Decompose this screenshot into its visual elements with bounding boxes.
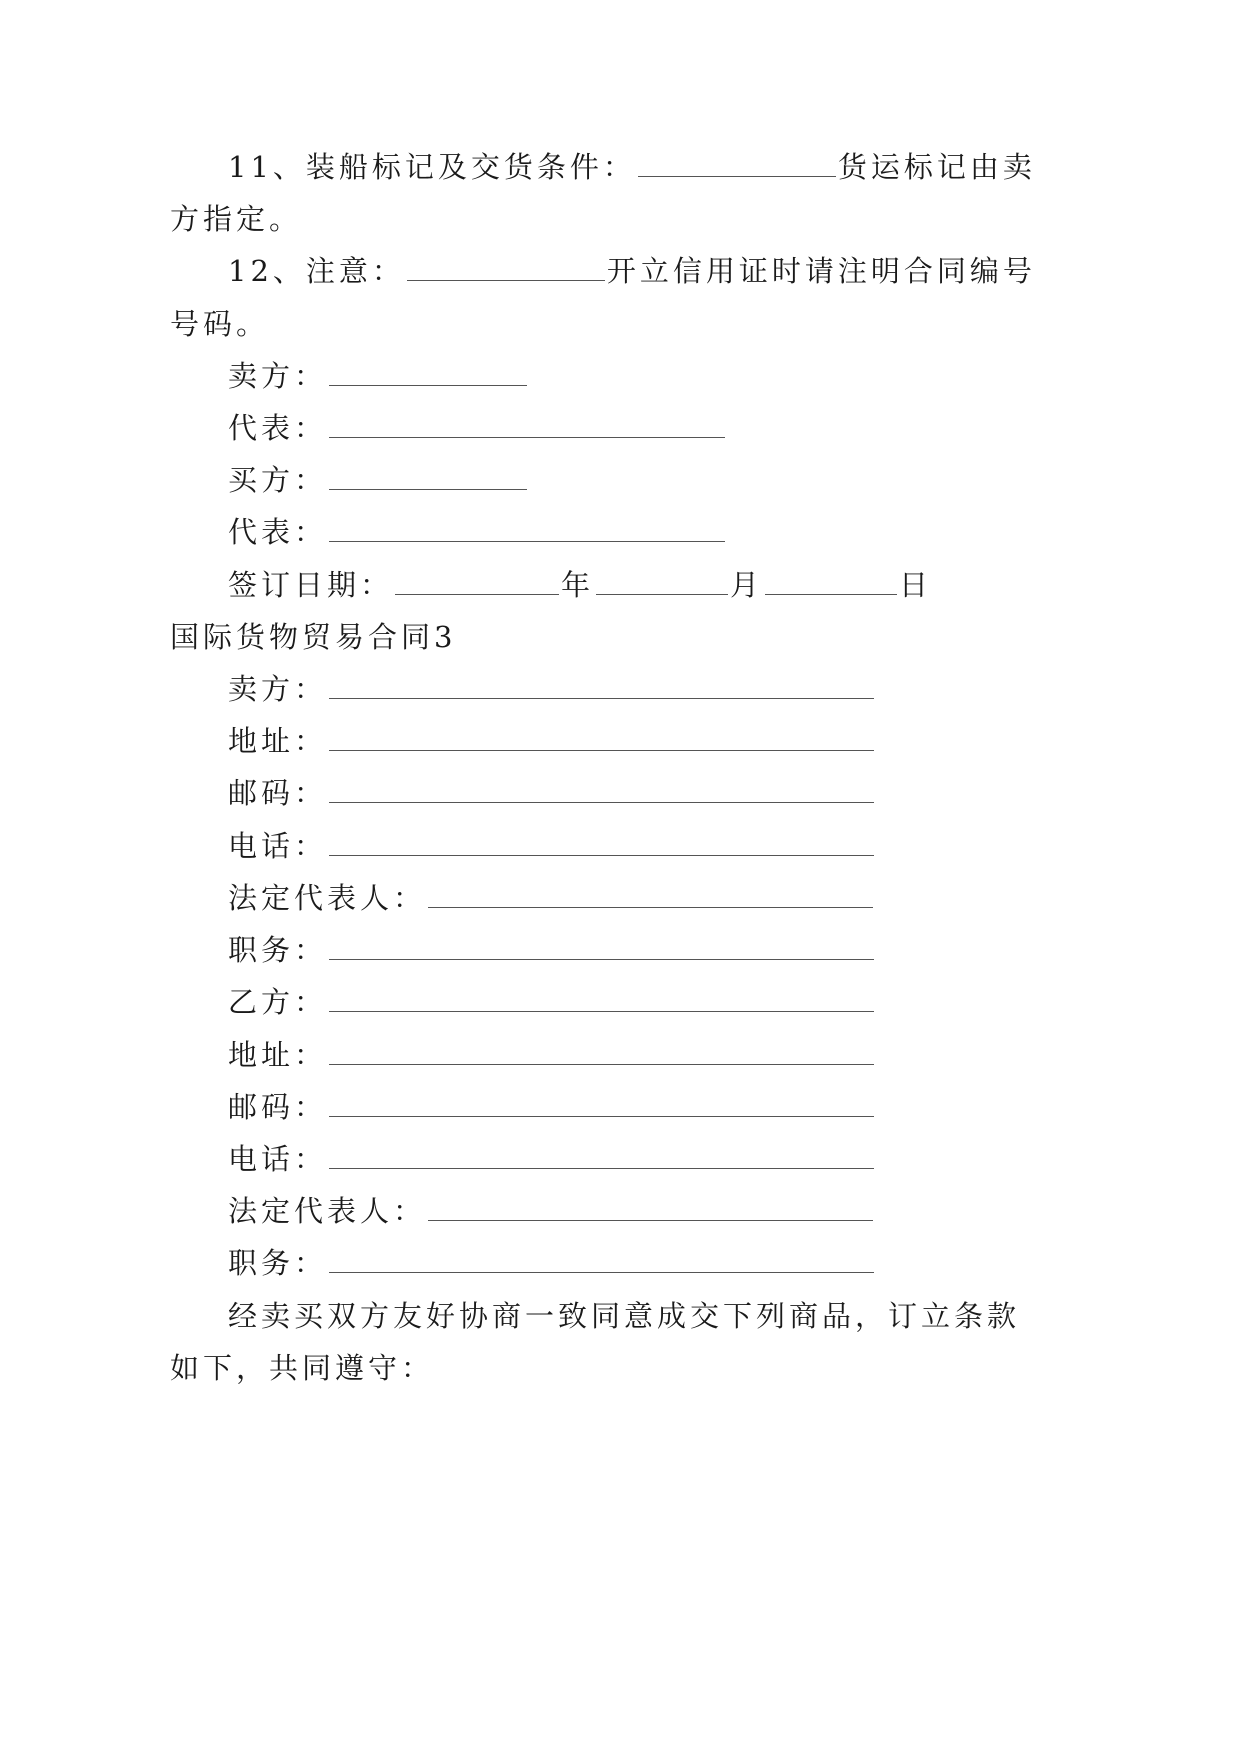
clause-11-suffix: 货运标记由卖 bbox=[837, 150, 1036, 184]
party-b-postcode-blank[interactable] bbox=[329, 1094, 874, 1117]
party-b-address-line bbox=[228, 1035, 876, 1075]
party-a-postcode-label: 邮码： bbox=[228, 776, 328, 810]
date-label: 签订日期： bbox=[228, 568, 394, 602]
clause-11-continuation bbox=[170, 199, 302, 239]
seller-rep-line bbox=[228, 408, 727, 448]
clause-11-blank[interactable] bbox=[638, 154, 836, 177]
party-a-seller-label: 卖方： bbox=[228, 672, 328, 706]
party-a-postcode-line bbox=[228, 773, 876, 813]
party-a-phone-line bbox=[228, 826, 876, 866]
day-blank[interactable] bbox=[765, 572, 897, 595]
contract-3-title-text: 国际货物贸易合同3 bbox=[170, 620, 457, 654]
contract-3-title bbox=[170, 617, 456, 657]
buyer-blank[interactable] bbox=[329, 467, 527, 490]
seller-rep-blank[interactable] bbox=[329, 415, 725, 438]
clause-12-continuation-text: 号码。 bbox=[170, 307, 270, 341]
month-label: 月 bbox=[730, 568, 764, 602]
party-b-position-label: 职务： bbox=[228, 1246, 328, 1280]
party-b-address-blank[interactable] bbox=[329, 1042, 874, 1065]
party-b-postcode-line bbox=[228, 1087, 876, 1127]
clause-11-prefix: 11、装船标记及交货条件： bbox=[228, 150, 636, 184]
party-a-position-label: 职务： bbox=[228, 933, 328, 967]
buyer-label: 买方： bbox=[228, 463, 328, 497]
party-b-address-label: 地址： bbox=[228, 1038, 328, 1072]
seller-label: 卖方： bbox=[228, 359, 328, 393]
party-b-phone-line bbox=[228, 1139, 876, 1179]
agreement-line-2 bbox=[170, 1348, 434, 1388]
party-b-line bbox=[228, 982, 876, 1022]
clause-12-prefix: 12、注意： bbox=[228, 254, 405, 288]
party-a-phone-blank[interactable] bbox=[329, 833, 874, 856]
seller-blank[interactable] bbox=[329, 363, 527, 386]
year-label: 年 bbox=[561, 568, 595, 602]
party-a-address-line bbox=[228, 721, 876, 761]
party-a-position-blank[interactable] bbox=[329, 937, 874, 960]
year-blank[interactable] bbox=[395, 572, 559, 595]
agreement-text-2: 如下，共同遵守： bbox=[170, 1351, 435, 1385]
clause-12-suffix: 开立信用证时请注明合同编号 bbox=[606, 254, 1036, 288]
seller-signature-line bbox=[228, 356, 529, 396]
party-b-phone-blank[interactable] bbox=[329, 1146, 874, 1169]
party-a-position-line bbox=[228, 930, 876, 970]
buyer-rep-blank[interactable] bbox=[329, 519, 725, 542]
party-a-seller-blank[interactable] bbox=[329, 676, 874, 699]
party-a-phone-label: 电话： bbox=[228, 829, 328, 863]
party-b-postcode-label: 邮码： bbox=[228, 1090, 328, 1124]
party-b-legal-rep-label: 法定代表人： bbox=[228, 1194, 427, 1228]
party-b-position-blank[interactable] bbox=[329, 1250, 874, 1273]
clause-12-line bbox=[228, 251, 1036, 291]
party-b-label: 乙方： bbox=[228, 985, 328, 1019]
clause-11-continuation-text: 方指定。 bbox=[170, 202, 303, 236]
party-b-position-line bbox=[228, 1243, 876, 1283]
month-blank[interactable] bbox=[596, 572, 728, 595]
party-b-phone-label: 电话： bbox=[228, 1142, 328, 1176]
party-a-legal-rep-label: 法定代表人： bbox=[228, 881, 427, 915]
agreement-text-1: 经卖买双方友好协商一致同意成交下列商品，订立条款 bbox=[228, 1299, 1021, 1333]
party-a-legal-rep-blank[interactable] bbox=[428, 885, 873, 908]
party-a-address-blank[interactable] bbox=[329, 728, 874, 751]
seller-rep-label: 代表： bbox=[228, 411, 328, 445]
buyer-signature-line bbox=[228, 460, 529, 500]
party-a-seller-line bbox=[228, 669, 876, 709]
party-a-legal-rep-line bbox=[228, 878, 875, 918]
buyer-rep-line bbox=[228, 512, 727, 552]
clause-12-continuation bbox=[170, 304, 269, 344]
party-a-postcode-blank[interactable] bbox=[329, 780, 874, 803]
party-a-address-label: 地址： bbox=[228, 724, 328, 758]
party-b-blank[interactable] bbox=[329, 989, 874, 1012]
day-label: 日 bbox=[899, 568, 933, 602]
clause-11-line bbox=[228, 147, 1036, 187]
buyer-rep-label: 代表： bbox=[228, 515, 328, 549]
party-b-legal-rep-blank[interactable] bbox=[428, 1198, 873, 1221]
party-b-legal-rep-line bbox=[228, 1191, 875, 1231]
signing-date-line bbox=[228, 565, 932, 605]
agreement-line-1 bbox=[228, 1296, 1020, 1336]
clause-12-blank[interactable] bbox=[407, 258, 605, 281]
